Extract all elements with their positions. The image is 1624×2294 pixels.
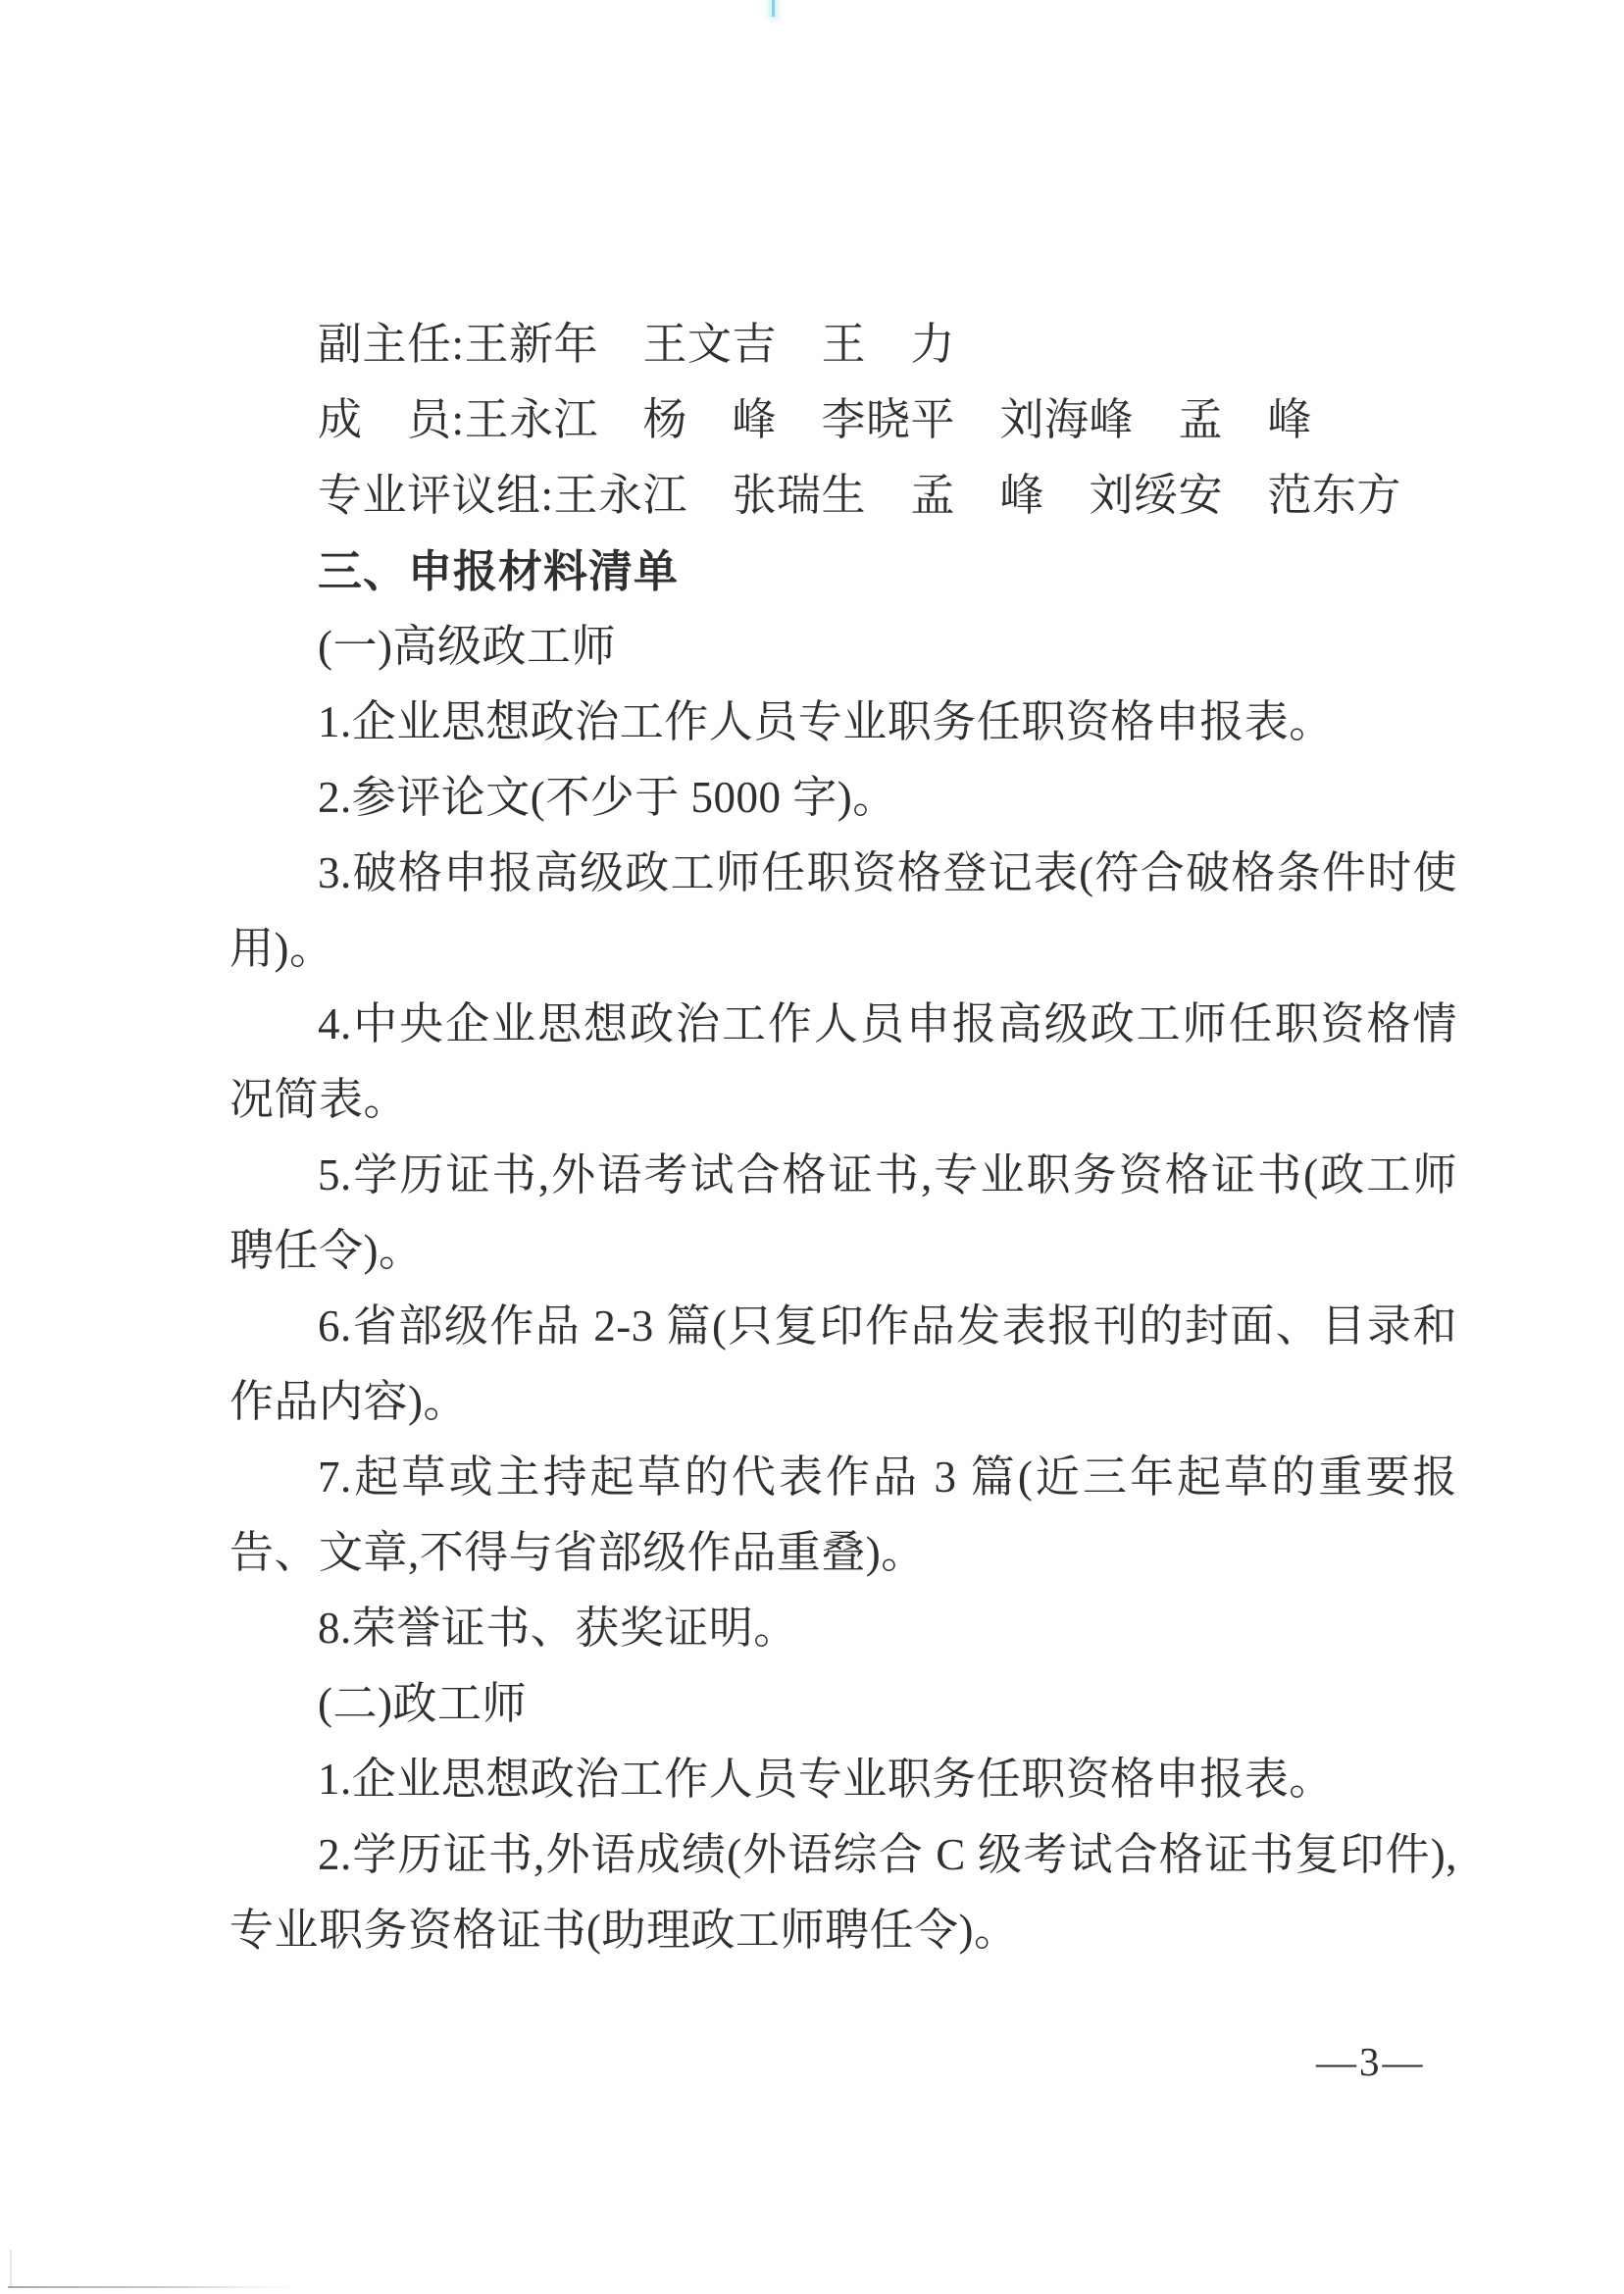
sub1-item-3: 3.破格申报高级政工师任职资格登记表(符合破格条件时使用)。: [229, 848, 1457, 973]
section-heading-materials-list: 三、申报材料清单: [318, 546, 680, 596]
review-panel-line: 专业评议组:王永江 张瑞生 孟 峰 刘绥安 范东方: [318, 471, 1402, 520]
sub1-item-4: 4.中央企业思想政治工作人员申报高级政工师任职资格情况简表。: [229, 999, 1457, 1124]
sub1-item-6: 6.省部级作品 2-3 篇(只复印作品发表报刊的封面、目录和作品内容)。: [229, 1301, 1457, 1426]
scan-registration-mark: [772, 0, 775, 17]
sub2-item-2: 2.学历证书,外语成绩(外语综合 C 级考试合格证书复印件),专业职务资格证书(助理政工师聘任令)。: [229, 1830, 1457, 1955]
scan-corner-artifact: [10, 2250, 12, 2287]
deputy-director-line: 副主任:王新年 王文吉 王 力: [318, 320, 956, 369]
sub1-item-7: 7.起草或主持起草的代表作品 3 篇(近三年起草的重要报告、文章,不得与省部级作品重叠)。: [229, 1453, 1457, 1577]
scan-edge-artifact: [8, 2286, 298, 2288]
subsection-1-title: (一)高级政工师: [318, 622, 616, 671]
sub1-item-1: 1.企业思想政治工作人员专业职务任职资格申报表。: [318, 697, 1334, 746]
subsection-2-title: (二)政工师: [318, 1679, 527, 1728]
page-number: —3—: [1316, 2039, 1426, 2084]
sub1-item-2: 2.参评论文(不少于 5000 字)。: [318, 773, 897, 822]
sub2-item-1: 1.企业思想政治工作人员专业职务任职资格申报表。: [318, 1755, 1334, 1804]
document-body: [229, 307, 1457, 1968]
sub1-item-5: 5.学历证书,外语考试合格证书,专业职务资格证书(政工师聘任令)。: [229, 1150, 1457, 1275]
sub1-item-8: 8.荣誉证书、获奖证明。: [318, 1604, 798, 1653]
members-line: 成 员:王永江 杨 峰 李晓平 刘海峰 孟 峰: [318, 395, 1313, 444]
